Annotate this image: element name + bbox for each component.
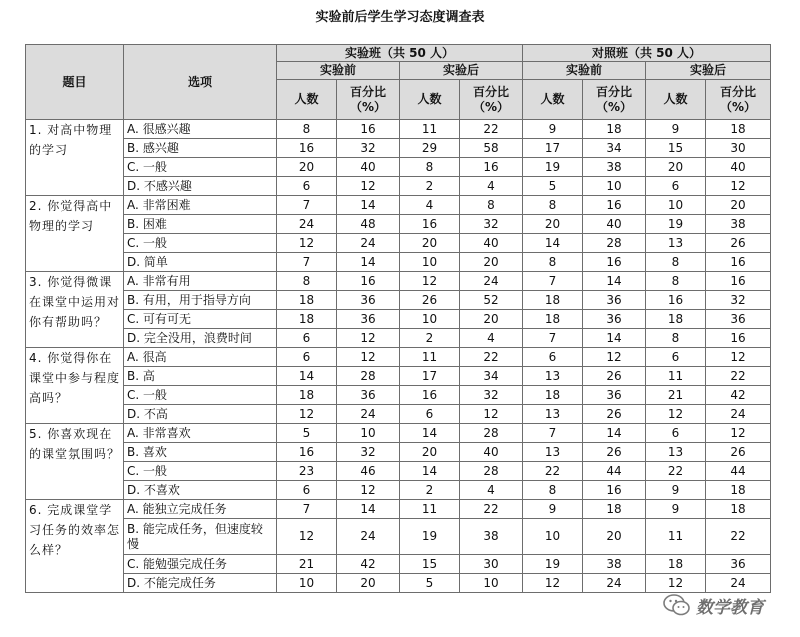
count-cell: 11 (400, 120, 460, 139)
header-group-experiment: 实验班（共 50 人） (277, 45, 523, 62)
header-phase: 实验前 (523, 62, 646, 80)
table-row (26, 405, 771, 424)
percent-cell: 38 (583, 555, 646, 574)
count-cell: 12 (646, 405, 706, 424)
percent-cell: 30 (706, 139, 771, 158)
percent-cell: 16 (706, 329, 771, 348)
question-text: 1. 对高中物理的学习 (26, 120, 124, 196)
percent-cell: 12 (337, 177, 400, 196)
count-cell: 9 (523, 500, 583, 519)
percent-cell: 28 (460, 424, 523, 443)
option-label: B. 有用，用于指导方向 (124, 291, 277, 310)
table-row (26, 253, 771, 272)
option-label: B. 感兴趣 (124, 139, 277, 158)
count-cell: 11 (400, 348, 460, 367)
question-text: 5. 你喜欢现在的课堂氛围吗？ (26, 424, 124, 500)
count-cell: 15 (646, 139, 706, 158)
option-label: C. 一般 (124, 158, 277, 177)
percent-cell: 22 (460, 348, 523, 367)
percent-cell: 10 (583, 177, 646, 196)
count-cell: 8 (277, 272, 337, 291)
header-count: 人数 (400, 80, 460, 120)
count-cell: 8 (646, 329, 706, 348)
count-cell: 6 (277, 329, 337, 348)
percent-cell: 16 (337, 120, 400, 139)
count-cell: 14 (523, 234, 583, 253)
table-row (26, 348, 771, 367)
percent-cell: 16 (460, 158, 523, 177)
percent-cell: 26 (583, 367, 646, 386)
count-cell: 12 (277, 405, 337, 424)
count-cell: 18 (277, 310, 337, 329)
count-cell: 13 (646, 234, 706, 253)
percent-cell: 44 (583, 462, 646, 481)
percent-cell: 32 (706, 291, 771, 310)
percent-cell: 40 (460, 443, 523, 462)
percent-cell: 16 (706, 272, 771, 291)
header-count: 人数 (523, 80, 583, 120)
percent-cell: 18 (583, 120, 646, 139)
option-label: B. 困难 (124, 215, 277, 234)
count-cell: 6 (646, 424, 706, 443)
percent-cell: 36 (337, 291, 400, 310)
count-cell: 13 (523, 405, 583, 424)
count-cell: 9 (646, 481, 706, 500)
table-row (26, 272, 771, 291)
count-cell: 18 (277, 291, 337, 310)
header-phase: 实验后 (400, 62, 523, 80)
count-cell: 12 (400, 272, 460, 291)
count-cell: 6 (277, 481, 337, 500)
percent-cell: 14 (583, 424, 646, 443)
option-label: C. 一般 (124, 462, 277, 481)
percent-cell: 40 (706, 158, 771, 177)
count-cell: 2 (400, 177, 460, 196)
percent-cell: 32 (337, 139, 400, 158)
percent-cell: 30 (460, 555, 523, 574)
count-cell: 8 (646, 272, 706, 291)
percent-cell: 16 (583, 481, 646, 500)
wechat-icon (662, 592, 692, 618)
option-label: D. 不感兴趣 (124, 177, 277, 196)
percent-cell: 20 (460, 253, 523, 272)
percent-cell: 26 (583, 405, 646, 424)
percent-cell: 28 (460, 462, 523, 481)
percent-cell: 4 (460, 177, 523, 196)
percent-cell: 36 (583, 310, 646, 329)
option-label: D. 不喜欢 (124, 481, 277, 500)
count-cell: 10 (277, 574, 337, 593)
count-cell: 20 (400, 234, 460, 253)
table-row (26, 196, 771, 215)
percent-cell: 14 (583, 272, 646, 291)
percent-cell: 46 (337, 462, 400, 481)
table-row (26, 481, 771, 500)
percent-cell: 20 (706, 196, 771, 215)
count-cell: 9 (646, 120, 706, 139)
header-group-control: 对照班（共 50 人） (523, 45, 771, 62)
count-cell: 23 (277, 462, 337, 481)
percent-cell: 34 (460, 367, 523, 386)
table-row (26, 329, 771, 348)
count-cell: 26 (400, 291, 460, 310)
count-cell: 22 (523, 462, 583, 481)
count-cell: 7 (523, 329, 583, 348)
header-percent: 百分比（%） (706, 80, 771, 120)
count-cell: 20 (277, 158, 337, 177)
count-cell: 6 (523, 348, 583, 367)
percent-cell: 18 (583, 500, 646, 519)
count-cell: 8 (523, 253, 583, 272)
percent-cell: 4 (460, 329, 523, 348)
header-percent: 百分比（%） (583, 80, 646, 120)
percent-cell: 48 (337, 215, 400, 234)
count-cell: 21 (646, 386, 706, 405)
percent-cell: 36 (706, 310, 771, 329)
count-cell: 8 (523, 481, 583, 500)
percent-cell: 36 (337, 310, 400, 329)
percent-cell: 14 (337, 196, 400, 215)
percent-cell: 10 (337, 424, 400, 443)
option-label: B. 能完成任务，但速度较慢 (124, 519, 277, 555)
percent-cell: 40 (460, 234, 523, 253)
percent-cell: 20 (337, 574, 400, 593)
count-cell: 13 (523, 367, 583, 386)
table-row (26, 574, 771, 593)
percent-cell: 24 (706, 405, 771, 424)
percent-cell: 42 (337, 555, 400, 574)
percent-cell: 36 (583, 386, 646, 405)
option-label: A. 能独立完成任务 (124, 500, 277, 519)
percent-cell: 32 (460, 386, 523, 405)
table-row (26, 443, 771, 462)
percent-cell: 16 (337, 272, 400, 291)
percent-cell: 12 (337, 481, 400, 500)
option-label: A. 很高 (124, 348, 277, 367)
count-cell: 2 (400, 329, 460, 348)
header-count: 人数 (646, 80, 706, 120)
count-cell: 22 (646, 462, 706, 481)
table-row (26, 367, 771, 386)
table-row (26, 424, 771, 443)
count-cell: 7 (277, 253, 337, 272)
count-cell: 16 (277, 139, 337, 158)
count-cell: 9 (646, 500, 706, 519)
percent-cell: 12 (706, 177, 771, 196)
count-cell: 4 (400, 196, 460, 215)
percent-cell: 22 (460, 120, 523, 139)
count-cell: 24 (277, 215, 337, 234)
count-cell: 11 (400, 500, 460, 519)
count-cell: 12 (277, 519, 337, 555)
percent-cell: 36 (706, 555, 771, 574)
count-cell: 10 (646, 196, 706, 215)
percent-cell: 24 (337, 234, 400, 253)
option-label: C. 可有可无 (124, 310, 277, 329)
percent-cell: 12 (706, 348, 771, 367)
percent-cell: 14 (583, 329, 646, 348)
count-cell: 17 (400, 367, 460, 386)
option-label: A. 很感兴趣 (124, 120, 277, 139)
option-label: C. 一般 (124, 386, 277, 405)
count-cell: 7 (523, 272, 583, 291)
option-label: C. 一般 (124, 234, 277, 253)
count-cell: 5 (400, 574, 460, 593)
table-row (26, 177, 771, 196)
count-cell: 5 (277, 424, 337, 443)
percent-cell: 44 (706, 462, 771, 481)
count-cell: 10 (400, 310, 460, 329)
percent-cell: 38 (706, 215, 771, 234)
percent-cell: 4 (460, 481, 523, 500)
count-cell: 14 (400, 462, 460, 481)
count-cell: 8 (400, 158, 460, 177)
table-row (26, 555, 771, 574)
percent-cell: 16 (583, 253, 646, 272)
header-count: 人数 (277, 80, 337, 120)
table-row (26, 120, 771, 139)
percent-cell: 58 (460, 139, 523, 158)
option-label: D. 简单 (124, 253, 277, 272)
count-cell: 8 (277, 120, 337, 139)
count-cell: 12 (646, 574, 706, 593)
percent-cell: 8 (460, 196, 523, 215)
count-cell: 6 (646, 348, 706, 367)
count-cell: 8 (523, 196, 583, 215)
count-cell: 14 (277, 367, 337, 386)
percent-cell: 14 (337, 253, 400, 272)
option-label: A. 非常困难 (124, 196, 277, 215)
table-row (26, 139, 771, 158)
percent-cell: 28 (337, 367, 400, 386)
count-cell: 7 (277, 196, 337, 215)
percent-cell: 12 (337, 348, 400, 367)
survey-table (25, 44, 771, 593)
percent-cell: 22 (706, 367, 771, 386)
count-cell: 6 (646, 177, 706, 196)
percent-cell: 12 (460, 405, 523, 424)
count-cell: 13 (646, 443, 706, 462)
percent-cell: 36 (583, 291, 646, 310)
percent-cell: 12 (706, 424, 771, 443)
percent-cell: 10 (460, 574, 523, 593)
count-cell: 7 (523, 424, 583, 443)
count-cell: 18 (523, 386, 583, 405)
count-cell: 19 (400, 519, 460, 555)
option-label: B. 高 (124, 367, 277, 386)
count-cell: 20 (400, 443, 460, 462)
count-cell: 6 (277, 177, 337, 196)
percent-cell: 24 (460, 272, 523, 291)
percent-cell: 20 (583, 519, 646, 555)
table-row (26, 386, 771, 405)
percent-cell: 16 (706, 253, 771, 272)
table-row (26, 215, 771, 234)
percent-cell: 38 (583, 158, 646, 177)
percent-cell: 40 (583, 215, 646, 234)
question-text: 2. 你觉得高中物理的学习 (26, 196, 124, 272)
count-cell: 14 (400, 424, 460, 443)
count-cell: 10 (400, 253, 460, 272)
percent-cell: 40 (337, 158, 400, 177)
count-cell: 10 (523, 519, 583, 555)
count-cell: 13 (523, 443, 583, 462)
percent-cell: 38 (460, 519, 523, 555)
count-cell: 12 (277, 234, 337, 253)
count-cell: 20 (523, 215, 583, 234)
option-label: D. 不能完成任务 (124, 574, 277, 593)
percent-cell: 24 (706, 574, 771, 593)
count-cell: 29 (400, 139, 460, 158)
count-cell: 11 (646, 367, 706, 386)
count-cell: 5 (523, 177, 583, 196)
count-cell: 21 (277, 555, 337, 574)
count-cell: 16 (400, 215, 460, 234)
percent-cell: 12 (337, 329, 400, 348)
count-cell: 19 (523, 555, 583, 574)
header-percent: 百分比（%） (337, 80, 400, 120)
count-cell: 16 (400, 386, 460, 405)
header-percent: 百分比（%） (460, 80, 523, 120)
percent-cell: 26 (583, 443, 646, 462)
percent-cell: 22 (706, 519, 771, 555)
header-topic: 题目 (26, 45, 124, 120)
percent-cell: 28 (583, 234, 646, 253)
percent-cell: 18 (706, 500, 771, 519)
watermark (662, 588, 782, 622)
percent-cell: 24 (337, 405, 400, 424)
table-row (26, 158, 771, 177)
option-label: A. 非常有用 (124, 272, 277, 291)
count-cell: 11 (646, 519, 706, 555)
count-cell: 16 (277, 443, 337, 462)
table-row (26, 291, 771, 310)
count-cell: 20 (646, 158, 706, 177)
count-cell: 18 (523, 310, 583, 329)
option-label: D. 不高 (124, 405, 277, 424)
table-row (26, 500, 771, 519)
question-text: 3. 你觉得微课在课堂中运用对你有帮助吗？ (26, 272, 124, 348)
count-cell: 17 (523, 139, 583, 158)
count-cell: 6 (277, 348, 337, 367)
percent-cell: 20 (460, 310, 523, 329)
count-cell: 15 (400, 555, 460, 574)
percent-cell: 32 (337, 443, 400, 462)
percent-cell: 26 (706, 443, 771, 462)
percent-cell: 24 (337, 519, 400, 555)
header-phase: 实验前 (277, 62, 400, 80)
count-cell: 2 (400, 481, 460, 500)
percent-cell: 36 (337, 386, 400, 405)
count-cell: 9 (523, 120, 583, 139)
count-cell: 16 (646, 291, 706, 310)
option-label: A. 非常喜欢 (124, 424, 277, 443)
table-row (26, 310, 771, 329)
option-label: D. 完全没用，浪费时间 (124, 329, 277, 348)
header-phase: 实验后 (646, 62, 771, 80)
table-row (26, 462, 771, 481)
percent-cell: 18 (706, 120, 771, 139)
option-label: B. 喜欢 (124, 443, 277, 462)
question-text: 4. 你觉得你在课堂中参与程度高吗？ (26, 348, 124, 424)
count-cell: 18 (523, 291, 583, 310)
percent-cell: 34 (583, 139, 646, 158)
percent-cell: 26 (706, 234, 771, 253)
percent-cell: 42 (706, 386, 771, 405)
count-cell: 18 (646, 555, 706, 574)
page-title: 实验前后学生学习态度调查表 (315, 10, 485, 25)
percent-cell: 18 (706, 481, 771, 500)
count-cell: 19 (523, 158, 583, 177)
percent-cell: 16 (583, 196, 646, 215)
count-cell: 6 (400, 405, 460, 424)
table-row (26, 234, 771, 253)
question-text: 6. 完成课堂学习任务的效率怎么样？ (26, 500, 124, 593)
count-cell: 12 (523, 574, 583, 593)
survey-body (26, 120, 771, 593)
percent-cell: 32 (460, 215, 523, 234)
option-label: C. 能勉强完成任务 (124, 555, 277, 574)
count-cell: 19 (646, 215, 706, 234)
count-cell: 7 (277, 500, 337, 519)
count-cell: 18 (277, 386, 337, 405)
count-cell: 8 (646, 253, 706, 272)
percent-cell: 14 (337, 500, 400, 519)
watermark-text: 数学教育 (696, 597, 764, 618)
header-option: 选项 (124, 45, 277, 120)
table-row (26, 519, 771, 555)
count-cell: 18 (646, 310, 706, 329)
percent-cell: 24 (583, 574, 646, 593)
percent-cell: 22 (460, 500, 523, 519)
percent-cell: 12 (583, 348, 646, 367)
percent-cell: 52 (460, 291, 523, 310)
